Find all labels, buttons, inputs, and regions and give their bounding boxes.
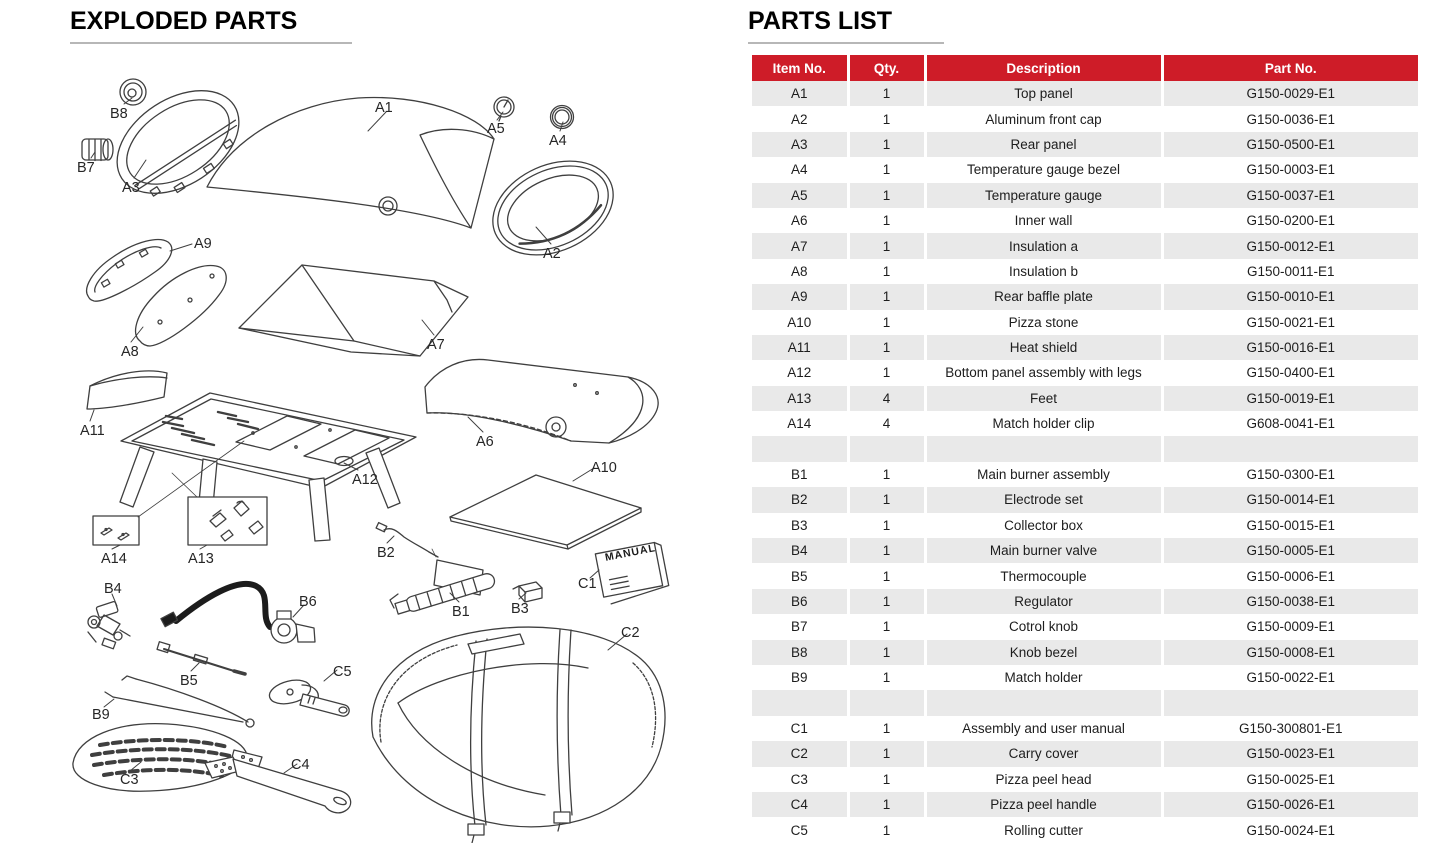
cell-qty: 1 — [848, 513, 925, 538]
callout-label-a5: A5 — [487, 121, 505, 137]
cell-description: Feet — [925, 386, 1162, 411]
part-a10-pizza-stone — [450, 475, 641, 549]
cell-description: Pizza peel head — [925, 767, 1162, 792]
cell-description: Thermocouple — [925, 563, 1162, 588]
cell-qty: 1 — [848, 614, 925, 639]
callout-label-b5: B5 — [180, 673, 198, 689]
header-description: Description — [925, 55, 1162, 81]
part-a5-temperature-gauge — [494, 97, 514, 121]
cell-item-no: B4 — [752, 538, 848, 563]
cell-qty: 1 — [848, 716, 925, 741]
part-b3-collector-box — [513, 582, 542, 602]
title-underline — [748, 42, 944, 44]
cell-part-no: G150-0036-E1 — [1162, 106, 1418, 131]
cell-item-no: B1 — [752, 462, 848, 487]
cell-part-no: G608-0041-E1 — [1162, 411, 1418, 436]
part-a6-inner-wall — [425, 359, 658, 443]
callout-label-a2: A2 — [543, 246, 561, 262]
parts-table — [752, 55, 1418, 843]
cell-part-no: G150-0015-E1 — [1162, 513, 1418, 538]
cell-part-no: G150-0012-E1 — [1162, 233, 1418, 258]
callout-label-a1: A1 — [375, 100, 393, 116]
cell-item-no: A8 — [752, 259, 848, 284]
cell-item-no: A3 — [752, 132, 848, 157]
cell-description: Top panel — [925, 81, 1162, 106]
cell-description: Pizza peel handle — [925, 792, 1162, 817]
table-row — [752, 157, 1418, 182]
manual-cover-label: MANUAL — [604, 542, 657, 564]
part-b4-main-burner-valve — [88, 601, 130, 649]
callout-label-a9: A9 — [194, 236, 212, 252]
callout-label-c2: C2 — [621, 625, 640, 641]
cell-part-no: G150-0019-E1 — [1162, 386, 1418, 411]
cell-part-no: G150-0008-E1 — [1162, 640, 1418, 665]
callout-label-a7: A7 — [427, 337, 445, 353]
cell-part-no: G150-0500-E1 — [1162, 132, 1418, 157]
cell-item-no: C5 — [752, 817, 848, 842]
cell-description: Insulation a — [925, 233, 1162, 258]
cell-qty: 1 — [848, 208, 925, 233]
cell-qty: 1 — [848, 335, 925, 360]
table-row — [752, 614, 1418, 639]
cell-qty: 1 — [848, 284, 925, 309]
table-row — [752, 792, 1418, 817]
cell-part-no: G150-0003-E1 — [1162, 157, 1418, 182]
parts-list-title: PARTS LIST — [748, 7, 892, 35]
cell-item-no: A5 — [752, 183, 848, 208]
cell-part-no: G150-300801-E1 — [1162, 716, 1418, 741]
cell-qty: 1 — [848, 132, 925, 157]
table-row — [752, 767, 1418, 792]
cell-qty: 1 — [848, 792, 925, 817]
cell-item-no: B2 — [752, 487, 848, 512]
table-row — [752, 81, 1418, 106]
callout-label-a4: A4 — [549, 133, 567, 149]
callout-label-b6: B6 — [299, 594, 317, 610]
cell-part-no: G150-0025-E1 — [1162, 767, 1418, 792]
cell-part-no: G150-0026-E1 — [1162, 792, 1418, 817]
cell-part-no: G150-0005-E1 — [1162, 538, 1418, 563]
table-row — [752, 741, 1418, 766]
table-row — [752, 386, 1418, 411]
table-row — [752, 589, 1418, 614]
cell-qty: 1 — [848, 259, 925, 284]
cell-description: Assembly and user manual — [925, 716, 1162, 741]
callout-label-b8: B8 — [110, 106, 128, 122]
cell-qty — [848, 436, 925, 461]
cell-part-no: G150-0024-E1 — [1162, 817, 1418, 842]
table-row — [752, 487, 1418, 512]
cell-part-no: G150-0023-E1 — [1162, 741, 1418, 766]
header-qty: Qty. — [848, 55, 925, 81]
callout-label-a12: A12 — [352, 472, 378, 488]
callout-label-a6: A6 — [476, 434, 494, 450]
table-separator-row — [752, 436, 1418, 461]
cell-part-no — [1162, 690, 1418, 715]
callout-label-a14: A14 — [101, 551, 127, 567]
cell-description: Collector box — [925, 513, 1162, 538]
cell-item-no: A4 — [752, 157, 848, 182]
part-b7-control-knob — [82, 139, 113, 161]
parts-table-body — [752, 81, 1418, 843]
table-row — [752, 360, 1418, 385]
cell-item-no: B8 — [752, 640, 848, 665]
callout-label-c5: C5 — [333, 664, 352, 680]
table-row — [752, 310, 1418, 335]
cell-part-no — [1162, 436, 1418, 461]
cell-qty: 1 — [848, 741, 925, 766]
cell-qty: 1 — [848, 817, 925, 842]
cell-qty: 1 — [848, 233, 925, 258]
cell-item-no: B3 — [752, 513, 848, 538]
exploded-parts-title: EXPLODED PARTS — [70, 7, 298, 35]
cell-item-no: B9 — [752, 665, 848, 690]
cell-description: Electrode set — [925, 487, 1162, 512]
header-row — [752, 55, 1418, 81]
part-a8-insulation-b — [136, 266, 227, 346]
cell-description: Heat shield — [925, 335, 1162, 360]
cell-qty: 1 — [848, 563, 925, 588]
cell-qty: 1 — [848, 767, 925, 792]
cell-description: Match holder clip — [925, 411, 1162, 436]
table-row — [752, 183, 1418, 208]
cell-description: Main burner assembly — [925, 462, 1162, 487]
cell-description: Temperature gauge bezel — [925, 157, 1162, 182]
callout-label-b3: B3 — [511, 601, 529, 617]
cell-qty: 1 — [848, 538, 925, 563]
cell-description: Match holder — [925, 665, 1162, 690]
part-b8-knob-bezel — [120, 79, 146, 105]
table-row — [752, 538, 1418, 563]
cell-part-no: G150-0022-E1 — [1162, 665, 1418, 690]
cell-qty: 1 — [848, 157, 925, 182]
callout-label-a13: A13 — [188, 551, 214, 567]
cell-qty: 1 — [848, 310, 925, 335]
callout-label-b2: B2 — [377, 545, 395, 561]
parts-list-section — [748, 0, 1428, 843]
cell-part-no: G150-0037-E1 — [1162, 183, 1418, 208]
cell-item-no: A7 — [752, 233, 848, 258]
cell-part-no: G150-0021-E1 — [1162, 310, 1418, 335]
cell-description: Inner wall — [925, 208, 1162, 233]
cell-item-no: A2 — [752, 106, 848, 131]
table-separator-row — [752, 690, 1418, 715]
cell-description: Rolling cutter — [925, 817, 1162, 842]
part-c2-carry-cover — [372, 627, 665, 843]
part-a9-rear-baffle-plate — [87, 240, 172, 302]
cell-description: Cotrol knob — [925, 614, 1162, 639]
cell-qty: 1 — [848, 183, 925, 208]
table-row — [752, 563, 1418, 588]
table-row — [752, 817, 1418, 842]
cell-qty: 1 — [848, 360, 925, 385]
cell-qty: 1 — [848, 665, 925, 690]
cell-part-no: G150-0011-E1 — [1162, 259, 1418, 284]
cell-description: Rear baffle plate — [925, 284, 1162, 309]
cell-description: Temperature gauge — [925, 183, 1162, 208]
callout-label-b7: B7 — [77, 160, 95, 176]
cell-item-no — [752, 436, 848, 461]
callout-label-b4: B4 — [104, 581, 122, 597]
table-row — [752, 462, 1418, 487]
cell-part-no: G150-0010-E1 — [1162, 284, 1418, 309]
cell-item-no: A10 — [752, 310, 848, 335]
cell-qty: 4 — [848, 411, 925, 436]
cell-item-no: B5 — [752, 563, 848, 588]
cell-part-no: G150-0029-E1 — [1162, 81, 1418, 106]
part-a1-top-panel — [207, 97, 494, 228]
cell-part-no: G150-0016-E1 — [1162, 335, 1418, 360]
cell-item-no: C3 — [752, 767, 848, 792]
callout-label-a3: A3 — [122, 180, 140, 196]
table-row — [752, 284, 1418, 309]
table-row — [752, 411, 1418, 436]
cell-item-no: A14 — [752, 411, 848, 436]
cell-qty: 4 — [848, 386, 925, 411]
cell-description: Main burner valve — [925, 538, 1162, 563]
cell-description: Carry cover — [925, 741, 1162, 766]
cell-qty: 1 — [848, 640, 925, 665]
cell-item-no: C1 — [752, 716, 848, 741]
cell-item-no: A12 — [752, 360, 848, 385]
cell-item-no: B7 — [752, 614, 848, 639]
cell-part-no: G150-0014-E1 — [1162, 487, 1418, 512]
cell-item-no: C2 — [752, 741, 848, 766]
cell-description: Rear panel — [925, 132, 1162, 157]
cell-part-no: G150-0200-E1 — [1162, 208, 1418, 233]
table-row — [752, 208, 1418, 233]
cell-qty: 1 — [848, 81, 925, 106]
cell-item-no: A13 — [752, 386, 848, 411]
callout-label-c3: C3 — [120, 772, 139, 788]
callout-label-c4: C4 — [291, 757, 310, 773]
table-row — [752, 640, 1418, 665]
cell-description — [925, 436, 1162, 461]
callout-label-a10: A10 — [591, 460, 617, 476]
cell-item-no: A11 — [752, 335, 848, 360]
table-row — [752, 259, 1418, 284]
callout-label-b9: B9 — [92, 707, 110, 723]
cell-part-no: G150-0038-E1 — [1162, 589, 1418, 614]
cell-qty — [848, 690, 925, 715]
callout-label-a11: A11 — [80, 423, 105, 439]
part-c5-rolling-cutter — [267, 676, 349, 716]
cell-description: Knob bezel — [925, 640, 1162, 665]
cell-qty: 1 — [848, 462, 925, 487]
cell-description: Insulation b — [925, 259, 1162, 284]
cell-qty: 1 — [848, 589, 925, 614]
callout-label-c1: C1 — [578, 576, 597, 592]
callout-label-b1: B1 — [452, 604, 470, 620]
part-a11-heat-shield — [87, 371, 167, 409]
cell-part-no: G150-0006-E1 — [1162, 563, 1418, 588]
cell-description: Pizza stone — [925, 310, 1162, 335]
cell-part-no: G150-0009-E1 — [1162, 614, 1418, 639]
table-row — [752, 335, 1418, 360]
table-row — [752, 716, 1418, 741]
part-a13-feet — [188, 497, 267, 545]
header-item-no: Item No. — [752, 55, 848, 81]
parts-table-header — [752, 55, 1418, 81]
header-part-no: Part No. — [1162, 55, 1418, 81]
table-row — [752, 106, 1418, 131]
table-row — [752, 233, 1418, 258]
cell-item-no: A1 — [752, 81, 848, 106]
part-c4-pizza-peel-handle — [205, 757, 351, 813]
table-row — [752, 513, 1418, 538]
part-b5-thermocouple — [157, 642, 245, 674]
cell-part-no: G150-0400-E1 — [1162, 360, 1418, 385]
cell-item-no: B6 — [752, 589, 848, 614]
cell-item-no: C4 — [752, 792, 848, 817]
part-b1-main-burner-assembly — [390, 560, 496, 616]
cell-item-no — [752, 690, 848, 715]
cell-part-no: G150-0300-E1 — [1162, 462, 1418, 487]
callout-label-a8: A8 — [121, 344, 139, 360]
part-a14-match-holder-clip — [93, 516, 139, 545]
cell-qty: 1 — [848, 487, 925, 512]
cell-item-no: A9 — [752, 284, 848, 309]
part-a12-bottom-panel-assembly — [120, 393, 416, 541]
cell-item-no: A6 — [752, 208, 848, 233]
cell-description — [925, 690, 1162, 715]
cell-description: Aluminum front cap — [925, 106, 1162, 131]
table-row — [752, 665, 1418, 690]
table-row — [752, 132, 1418, 157]
cell-description: Regulator — [925, 589, 1162, 614]
cell-qty: 1 — [848, 106, 925, 131]
part-b6-regulator — [161, 584, 315, 643]
cell-description: Bottom panel assembly with legs — [925, 360, 1162, 385]
